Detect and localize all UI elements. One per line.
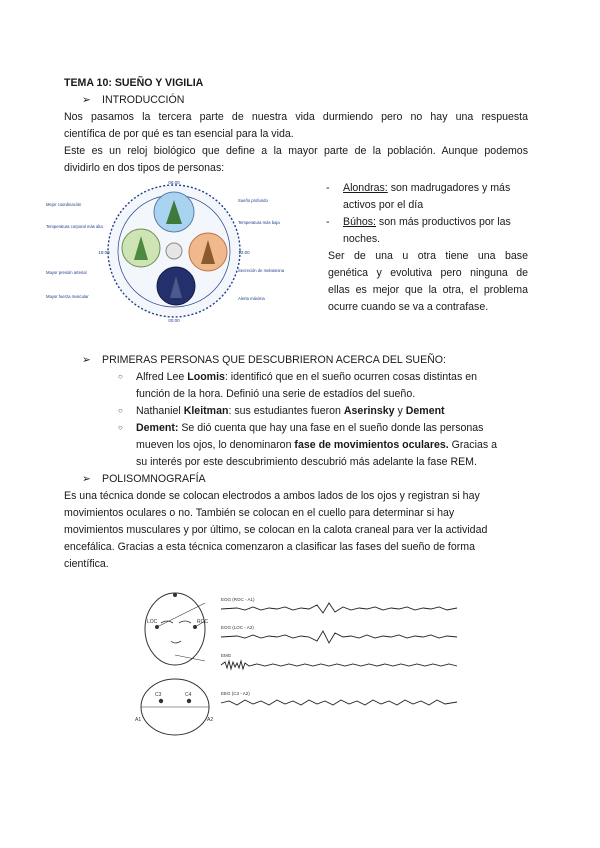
- electrode-top: [173, 593, 177, 597]
- psg-paragraph-line: científica.: [64, 558, 109, 570]
- aserinsky-name: Aserinsky: [343, 405, 395, 417]
- arrow-bullet-icon: ➢: [82, 473, 91, 485]
- intro-right-paragraph-line: ocurre cuando se va a contrafase.: [328, 301, 489, 313]
- clock-left-label: Mayor presión arterial: [46, 270, 87, 275]
- channel-label: EOG (LOC - A2): [221, 625, 254, 630]
- intro-paragraph-line: Nos pasamos la tercera parte de nuestra vida durmiendo pero no hay una respuesta: [64, 111, 528, 123]
- alondras-text: son madrugadores y más: [387, 182, 511, 194]
- alondras-item-cont: activos por el día: [343, 199, 424, 211]
- intro-paragraph-line: científica de por qué es tan esencial para la vida.: [64, 128, 294, 140]
- discoverer-dement-cont: [136, 438, 497, 452]
- arrow-bullet-icon: ➢: [82, 354, 91, 366]
- section-heading-intro: INTRODUCCIÓN: [102, 94, 185, 106]
- dement-name: Dement:: [136, 422, 179, 434]
- discoverer-kleitman: [136, 404, 445, 418]
- channel-label: EMG: [221, 653, 232, 658]
- buhos-item: [343, 215, 511, 229]
- emg-trace: [221, 661, 457, 669]
- clock-time-label: 06:00: [168, 180, 180, 185]
- clock-left-label: Mayor fuerza muscular: [46, 294, 89, 299]
- psg-paragraph-line: encefálica. Gracias a esta técnica comenzaron a clasificar las fases del sueño de forma: [64, 541, 476, 553]
- kleitman-name: Kleitman: [183, 405, 229, 417]
- buhos-text: son más productivos por las: [375, 216, 511, 228]
- discoverer-loomis: [136, 370, 477, 384]
- electrode-label: C3: [155, 692, 162, 698]
- dement-desc: Se dió cuenta que hay una fase en el sueño donde las personas: [178, 422, 484, 434]
- electrode-label: LOC: [147, 619, 158, 625]
- discoverer-loomis-cont: función de la hora. Definió una serie de estadíos del sueño.: [136, 388, 416, 400]
- channel-label: EEG (C3 - A2): [221, 691, 250, 696]
- intro-paragraph-line: dividirlo en dos tipos de personas:: [64, 162, 225, 174]
- clock-left-label: Temperatura corporal más alta: [46, 224, 103, 229]
- electrode-label: A2: [207, 717, 214, 723]
- dement-name: Dement: [405, 405, 445, 417]
- eeg-trace: [221, 700, 457, 705]
- alondras-item: [343, 181, 510, 195]
- clock-time-label: 12:00: [238, 250, 250, 255]
- electrode-c4: [187, 699, 191, 703]
- clock-right-label: Secreción de melatonina: [238, 268, 285, 273]
- loomis-name: Loomis: [187, 371, 225, 383]
- intro-right-paragraph-line: genética y evolutiva pero ninguna de: [328, 267, 528, 279]
- psg-paragraph-line: movimientos oculares o no. También se colocan en el cuello para determinar si hay: [64, 507, 455, 519]
- dement-desc-rest: Gracias a: [448, 439, 497, 451]
- eog-trace: [221, 603, 457, 613]
- kleitman-first-name: Nathaniel: [136, 405, 184, 417]
- biological-clock-figure: [44, 176, 306, 326]
- intro-right-paragraph-line: Ser de una u otra tiene una base: [328, 250, 528, 262]
- alondras-term: Alondras:: [343, 182, 388, 194]
- channel-label: EOG (ROC - A1): [221, 597, 255, 602]
- loomis-desc: : identificó que en el sueño ocurren cosas distintas en: [224, 371, 477, 383]
- clock-right-label: Sueño profundo: [238, 198, 268, 203]
- psg-paragraph-line: Es una técnica donde se colocan electrodos a ambos lados de los ojos y registran si hay: [64, 490, 480, 502]
- dement-phase-name: fase de movimientos oculares.: [294, 439, 449, 451]
- intro-paragraph-line: Este es un reloj biológico que define a la mayor parte de la población. Aunque podemos: [64, 145, 528, 157]
- psg-paragraph-line: movimientos musculares y por último, se colocan en la calota craneal para ver la actividad: [64, 524, 488, 536]
- circle-bullet-icon: ○: [118, 372, 123, 381]
- section-heading-discoverers: PRIMERAS PERSONAS QUE DESCUBRIERON ACERCA DEL SUEÑO:: [102, 354, 446, 366]
- kleitman-desc: : sus estudiantes fueron: [228, 405, 344, 417]
- head-front-outline: [145, 593, 205, 665]
- dement-desc-cont: mueven los ojos, lo denominaron: [136, 439, 295, 451]
- buhos-item-cont: noches.: [343, 233, 381, 245]
- clock-center: [166, 243, 182, 259]
- dash-bullet: -: [326, 216, 330, 228]
- dash-bullet: -: [326, 182, 330, 194]
- clock-time-label: 18:00: [98, 250, 110, 255]
- polysomnography-figure: [133, 583, 463, 751]
- eog-trace: [221, 631, 457, 643]
- electrode-label: ROC: [197, 619, 209, 625]
- loomis-first-name: Alfred Lee: [136, 371, 188, 383]
- clock-right-label: Alerta máxima: [238, 296, 265, 301]
- electrode-c3: [159, 699, 163, 703]
- circle-bullet-icon: ○: [118, 423, 123, 432]
- mouth: [171, 641, 181, 643]
- buhos-term: Búhos:: [343, 216, 376, 228]
- clock-time-label: 00:00: [168, 318, 180, 323]
- clock-right-label: Temperatura más baja: [238, 220, 280, 225]
- electrode-label: C4: [185, 692, 192, 698]
- arrow-bullet-icon: ➢: [82, 94, 91, 106]
- circle-bullet-icon: ○: [118, 406, 123, 415]
- discoverer-dement-cont: su interés por este descubrimiento descubrió más adelante la fase REM.: [136, 456, 477, 468]
- clock-left-label: Mejor coordinación: [46, 202, 82, 207]
- electrode-label: A1: [135, 717, 142, 723]
- intro-right-paragraph-line: ellas es mejor que la otra, el problema: [328, 284, 528, 296]
- discoverer-dement: [136, 421, 483, 435]
- and-connector: y: [394, 405, 406, 417]
- document-title: TEMA 10: SUEÑO Y VIGILIA: [64, 77, 204, 89]
- section-heading-psg: POLISOMNOGRAFÍA: [102, 473, 206, 485]
